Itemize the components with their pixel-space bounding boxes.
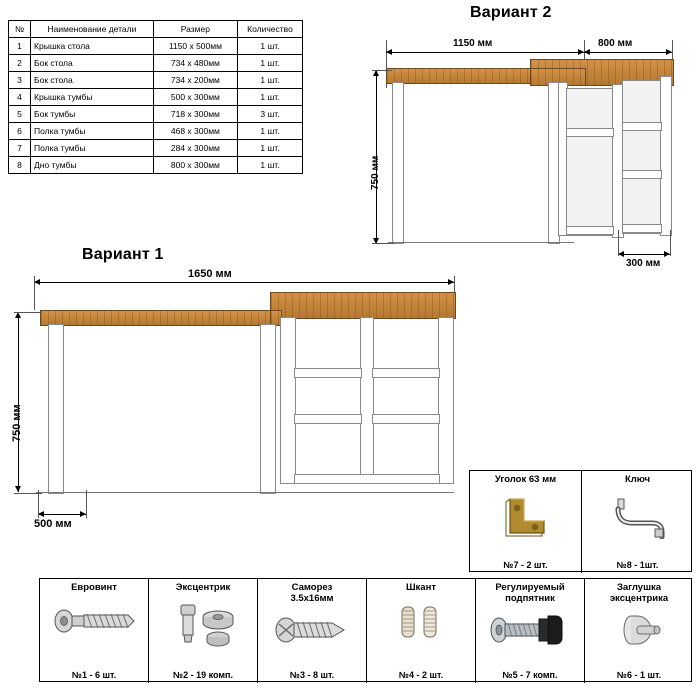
cell-num: 3 <box>9 72 31 89</box>
hardware-title: Эксцентрик <box>175 582 231 593</box>
mid-left-leg-panel <box>260 324 276 494</box>
corner-bracket-icon <box>470 493 581 555</box>
ext-line <box>670 230 671 256</box>
hardware-cell-allen-key <box>582 471 693 573</box>
table-header-row <box>9 21 303 38</box>
hardware-title-line1: Регулируемый <box>495 582 565 593</box>
shelf-right-lower <box>622 170 662 179</box>
cell-num: 6 <box>9 123 31 140</box>
cell-size: 718 x 300мм <box>153 106 237 123</box>
cap-cover-icon <box>585 613 693 665</box>
cell-qty: 1 шт. <box>237 38 302 55</box>
table-row <box>9 72 303 89</box>
hardware-title-line2: эксцентрика <box>609 593 669 604</box>
arrow-left <box>584 49 590 55</box>
cell-size: 800 x 300мм <box>153 157 237 174</box>
self-tapping-screw-icon <box>258 613 366 665</box>
hardware-title-line1: Заглушка <box>616 582 662 593</box>
cell-qty: 1 шт. <box>237 55 302 72</box>
pedestal-bottom-panel <box>294 474 440 484</box>
hardware-cell-corner-bracket <box>470 471 581 573</box>
hardware-title-line2: 3.5x16мм <box>290 593 334 604</box>
cell-num: 7 <box>9 140 31 157</box>
shelf-right-upper <box>622 122 662 131</box>
adjustable-foot-icon <box>476 613 584 665</box>
cell-qty: 1 шт. <box>237 140 302 157</box>
cell-name: Крышка тумбы <box>31 89 154 106</box>
table-header-size: Размер <box>153 21 237 38</box>
hardware-title-line1: Саморез <box>291 582 333 593</box>
hardware-cell-self-tapping-screw <box>258 579 366 683</box>
cell-name: Бок стола <box>31 55 154 72</box>
hardware-panel-upper <box>469 470 692 572</box>
dim-label-500: 500 мм <box>34 518 72 530</box>
hardware-caption: №5 - 7 комп. <box>502 670 558 680</box>
left-leg-panel <box>48 324 64 494</box>
table-header-qty: Количество <box>237 21 302 38</box>
cell-name: Бок тумбы <box>31 106 154 123</box>
hardware-caption: №4 - 2 шт. <box>398 670 444 680</box>
cell-num: 4 <box>9 89 31 106</box>
dowel-icon <box>367 601 475 665</box>
arrow-left <box>386 49 392 55</box>
hardware-title: Уголок 63 мм <box>494 474 557 485</box>
floor-line <box>388 242 574 243</box>
hardware-cell-cam-lock <box>149 579 257 683</box>
shelf-left-upper <box>294 368 362 378</box>
dim-line-1650 <box>34 282 454 283</box>
shelf-right-lower <box>372 414 440 424</box>
table-row <box>9 89 303 106</box>
hardware-cell-adjustable-foot <box>476 579 584 683</box>
table-row <box>9 157 303 174</box>
pedestal-bottom-left <box>566 226 614 235</box>
arrow-down <box>15 486 21 492</box>
table-header-num: № <box>9 21 31 38</box>
hardware-title: Евровинт <box>71 582 117 593</box>
dim-line-1150 <box>386 52 584 53</box>
cell-size: 468 x 300мм <box>153 123 237 140</box>
hardware-caption: №1 - 6 шт. <box>71 670 117 680</box>
cell-qty: 1 шт. <box>237 157 302 174</box>
ext-line <box>618 230 619 256</box>
dim-label-300: 300 мм <box>626 258 661 269</box>
cell-qty: 1 шт. <box>237 72 302 89</box>
floor-line <box>36 492 454 493</box>
hardware-caption: №8 - 1шт. <box>616 560 659 570</box>
worktop-left <box>40 310 277 326</box>
pedestal-back-panel <box>566 88 614 236</box>
ext-line <box>372 243 394 244</box>
hardware-cell-euro-screw <box>40 579 148 683</box>
table-row <box>9 55 303 72</box>
cell-name: Полка тумбы <box>31 123 154 140</box>
cell-num: 8 <box>9 157 31 174</box>
dim-label-1650: 1650 мм <box>188 268 232 280</box>
variant-2-title: Вариант 2 <box>470 4 552 21</box>
variant-2-drawing <box>370 30 690 270</box>
cam-lock-icon <box>149 601 257 665</box>
hardware-caption: №6 - 1 шт. <box>616 670 662 680</box>
cell-size: 500 x 300мм <box>153 89 237 106</box>
dim-line-300 <box>618 254 670 255</box>
pedestal-bottom-right <box>622 224 662 233</box>
hardware-title: Ключ <box>624 474 651 485</box>
hardware-caption: №2 - 19 комп. <box>173 670 233 680</box>
worktop-right <box>270 292 456 319</box>
ext-line <box>34 276 35 310</box>
cell-size: 1150 x 500мм <box>153 38 237 55</box>
hardware-cell-dowel <box>367 579 475 683</box>
variant-1-drawing <box>8 262 478 582</box>
cell-num: 5 <box>9 106 31 123</box>
hardware-panel-lower <box>39 578 692 682</box>
dim-line-750 <box>18 314 19 492</box>
cell-name: Крышка стола <box>31 38 154 55</box>
ext-line <box>38 490 39 518</box>
table-row <box>9 38 303 55</box>
cell-name: Полка тумбы <box>31 140 154 157</box>
shelf-left-lower <box>294 414 362 424</box>
cell-num: 2 <box>9 55 31 72</box>
cell-size: 734 x 200мм <box>153 72 237 89</box>
table-row <box>9 106 303 123</box>
parts-table <box>8 20 303 174</box>
hardware-title-line2: подпятник <box>505 593 555 604</box>
shelf-right-upper <box>372 368 440 378</box>
cell-size: 284 x 300мм <box>153 140 237 157</box>
dim-label-800: 800 мм <box>598 38 633 49</box>
cell-num: 1 <box>9 38 31 55</box>
cell-qty: 1 шт. <box>237 123 302 140</box>
dim-label-1150: 1150 мм <box>453 38 493 49</box>
pedestal-center-divider <box>360 317 374 484</box>
cell-qty: 3 шт. <box>237 106 302 123</box>
cell-name: Дно тумбы <box>31 157 154 174</box>
table-header-name: Наименование детали <box>31 21 154 38</box>
hardware-caption: №3 - 8 шт. <box>289 670 335 680</box>
ext-line <box>14 312 42 313</box>
table-row <box>9 123 303 140</box>
left-leg-panel <box>392 82 404 244</box>
shelf-left <box>566 128 614 137</box>
allen-key-icon <box>582 493 693 555</box>
arrow-right <box>666 49 672 55</box>
hardware-caption: №7 - 2 шт. <box>503 560 548 570</box>
cell-size: 734 x 480мм <box>153 55 237 72</box>
pedestal-right-side <box>660 76 672 236</box>
cell-name: Бок стола <box>31 72 154 89</box>
dim-line-800 <box>584 52 672 53</box>
ext-line <box>86 490 87 518</box>
cell-qty: 1 шт. <box>237 89 302 106</box>
ext-line <box>372 70 392 71</box>
euro-screw-icon <box>40 601 148 665</box>
variant-1-title: Вариант 1 <box>82 246 164 263</box>
dim-label-750: 750 мм <box>11 404 23 442</box>
hardware-cell-cap-cover <box>585 579 693 683</box>
hardware-title: Шкант <box>406 582 436 593</box>
pedestal-right-side <box>438 317 454 484</box>
pedestal-left-side <box>280 317 296 484</box>
dim-line-500 <box>38 514 86 515</box>
dim-label-750: 750 мм <box>370 155 381 190</box>
table-row <box>9 140 303 157</box>
